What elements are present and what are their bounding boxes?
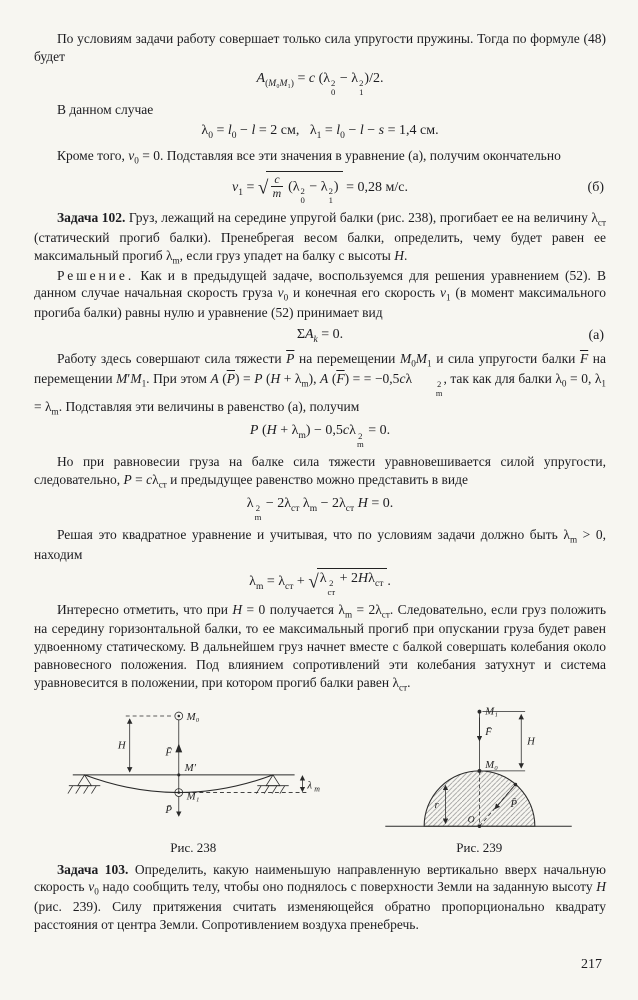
paragraph-solution-102: Решение. Как и в предыдущей задаче, воспользуемся для решения уравнением (52). В данном случае начальная скорость груза $v_0$ и конечная его скорость $v_1$ (в момент максимального прогиба балки) равны нулю и уравнение (52) принимает вид [34,267,607,321]
center-line-and-forces [164,720,199,816]
figure-239 [379,700,579,857]
figure-238 [61,704,326,857]
fig239-label-h: H [527,735,536,748]
formula-body: $\lambda_m = \lambda_{ст}$ + √ λ 2 ст + $2H\lambda_{ст}$ . [249,574,391,589]
paragraph-solving: Решая это квадратное уравнение и учитывая, что по условиям задачи должно быть $\lambda_m > 0$, находим [34,526,606,562]
formula-body: $v_1$ = √ $\frac{c}{m}$ (λ 2 0 − λ 2 1 ) = 0,28 м/с. [232,171,408,206]
earth-dome [386,771,572,826]
fig238-label-p: P̄ [165,803,172,816]
paragraph-in-this-case: В данном случае [56,101,154,117]
formula-sum-work-zero [34,326,606,346]
formula-work-balance [34,422,606,449]
fig238-label-mprime: M′ [184,761,196,774]
fig239-label-r: r [434,798,439,811]
formula-body: $\lambda_0 = l_0 - l = 2$ см, $\lambda_1 = l_0 - l - s = 1,4$ см. [201,123,439,142]
formula-lambda-max [34,568,606,597]
formula-body: $A_{(M_0M_1)} = c$ (λ 2 0 − λ 2 1 )/2. [256,70,384,97]
figure-239-caption: Рис. 239 [456,840,503,856]
fig239-label-f: F̄ [485,725,493,738]
height-dimension [117,719,130,772]
equation-tag-a: (а) [588,327,604,343]
top-reference-line [126,711,200,723]
beam-diagram [61,704,326,834]
formula-body: λ 2 m − $2\lambda_{ст}$ $\lambda_m - 2\lambda_{ст}$ H = 0. [246,495,394,523]
earth-diagram [379,700,579,834]
formula-lambda-values [34,122,606,142]
fig238-label-m1: M₁ [186,790,200,803]
paragraph-besides: Кроме того, $v_0 = 0$. Подставляя все эти значения в уравнение (а), получим окончательно [56,147,561,166]
formula-spring-work [34,70,606,97]
equation-tag-b: (б) [587,179,604,195]
page-number: 217 [581,956,602,972]
fig239-label-p: P̄ [510,797,518,810]
fig238-label-h: H [117,739,126,752]
fig238-label-lm-base: λ [307,779,312,792]
beam [73,775,295,793]
paragraph-spring-work: По условиям задачи работу совершает только сила упругости пружины. Тогда по формуле (48) будет [34,31,606,64]
paragraph-work-forces: Работу здесь совершают сила тяжести $\overline{P}$ на перемещении $M_0M_1$ и сила упругости балки $\overline{F}$ на перемещении $M'M_1$. При этом A $(\overline{P}) = P$ $(H + \lambda_m)$, A $(\overline{F})$ = = −0,5cλ 2 m , так как для балки $\lambda_0 = 0$, $\lambda_1 = \lambda_m$. Подставляя эти величины в равенство (а), получим [34,351,607,418]
figures-row [34,700,606,857]
support-right [256,775,288,794]
fig239-label-m1: M₁ [485,705,499,718]
support-left [68,775,100,794]
paragraph-remark: Интересно отметить, что при H = 0 получается $\lambda_m = 2\lambda_{ст}$. Следовательно, если груз положить на середину горизонтальной балки, то ее максимальный прогиб при опускании груза будет равен удвоенному статическому. В дальнейшем груз начнет вместе с балкой совершать колебания около равновесного положения. Под влиянием сопротивлений эти колебания затухнут и система уравновесится в положении, при котором прогиб балки равен $\lambda_{ст}$. [34,601,606,693]
fig239-label-m0: M₀ [485,758,499,771]
fig238-label-f: F̄ [165,745,172,758]
fig238-label-m0: M₀ [186,710,200,723]
fig238-label-lm-sub: m [313,784,320,794]
paragraph-problem-103: Задача 103. Определить, какую наименьшую направленную вертикально вверх начальную скорость $v_0$ надо сообщить телу, чтобы оно поднялось с поверхности Земли на заданную высоту H (рис. 239). Силу притяжения считать изменяющейся обратно пропорционально квадрату расстояния от центра Земли. Сопротивлением воздуха пренебречь. [34,861,607,933]
formula-quadratic [34,495,606,522]
paragraph-equilibrium: Но при равновесии груза на балке сила тяжести уравновешивается силой упругости, следовательно, $P = c\lambda_{ст}$ и предыдущее равенство можно представить в виде [34,454,606,490]
paragraph-problem-102: Задача 102. Груз, лежащий на середине упругой балки (рис. 238), прогибает ее на величину $\lambda_{ст}$ (статический прогиб балки). Пренебрегая весом балки, определить, чему будет равен ее максимальный прогиб $\lambda_m$, если груз упадет на балку с высоты H. [34,210,606,266]
formula-body: P $(H + \lambda_m) - 0,5c\lambda$ 2 m = 0. [249,423,391,450]
formula-velocity-result [34,171,606,205]
formula-body: $\Sigma A_k = 0$. [296,326,344,345]
figure-238-caption: Рис. 238 [170,840,217,856]
fig239-label-o: O [467,813,475,825]
